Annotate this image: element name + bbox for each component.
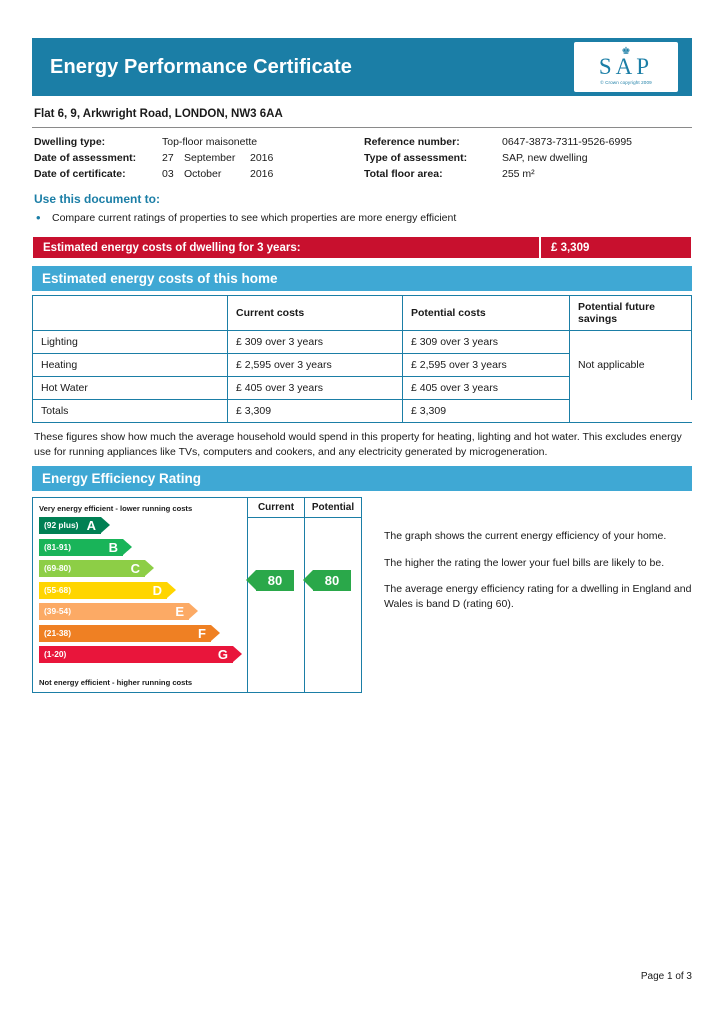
savings-value: Not applicable — [570, 331, 692, 400]
eer-band-b-letter: B — [108, 539, 118, 555]
totals-potential: £ 3,309 — [403, 400, 570, 423]
estimated-cost-value: £ 3,309 — [539, 237, 691, 258]
col-potential-savings: Potential future savings — [570, 296, 692, 331]
use-document-bullet-row — [32, 212, 692, 224]
eer-band-row — [33, 559, 247, 578]
assessment-day: 27 — [162, 152, 174, 164]
totals-current: £ 3,309 — [228, 400, 403, 423]
eer-band-a-letter: A — [86, 518, 96, 533]
header-banner — [32, 38, 692, 96]
eer-caption-top: Very energy efficient - lower running costs — [39, 504, 193, 513]
eer-col-current-body — [248, 518, 305, 693]
eer-col-potential-body — [305, 518, 362, 693]
page-content — [32, 38, 692, 693]
certificate-year: 2016 — [250, 168, 274, 180]
assessment-month: September — [184, 152, 236, 164]
address-divider — [32, 127, 692, 128]
page-footer: Page 1 of 3 — [640, 971, 692, 982]
date-of-assessment-value — [162, 152, 362, 164]
eer-description — [362, 497, 692, 693]
eer-col-bodies — [248, 518, 362, 693]
sap-logo-copyright: © Crown copyright 2009 — [600, 80, 652, 85]
page-title: Energy Performance Certificate — [50, 55, 353, 78]
estimated-cost-bar — [32, 236, 692, 259]
eer-band-row — [33, 581, 247, 600]
total-floor-area-label: Total floor area: — [364, 168, 443, 180]
use-document-heading: Use this document to: — [34, 192, 161, 206]
eer-chart — [32, 497, 362, 693]
row-heating-current: £ 2,595 over 3 years — [228, 354, 403, 377]
costs-section-heading: Estimated energy costs of this home — [32, 266, 692, 291]
certificate-day: 03 — [162, 168, 174, 180]
row-hotwater-current: £ 405 over 3 years — [228, 377, 403, 400]
details-grid — [32, 136, 692, 180]
type-of-assessment-label: Type of assessment: — [364, 152, 468, 164]
eer-band-d — [39, 582, 167, 599]
date-of-certificate-label: Date of certificate: — [34, 168, 126, 180]
row-heating-label: Heating — [33, 354, 228, 377]
eer-band-e-letter: E — [175, 604, 184, 619]
eer-text-2: The higher the rating the lower your fuel bills are likely to be. — [384, 556, 665, 569]
certificate-month: October — [184, 168, 222, 180]
eer-band-c-letter: C — [130, 561, 140, 576]
dwelling-type-value: Top-floor maisonette — [162, 136, 258, 148]
eer-band-b — [39, 539, 123, 556]
date-of-assessment-label: Date of assessment: — [34, 152, 137, 164]
property-address: Flat 6, 9, Arkwright Road, LONDON, NW3 6AA — [34, 108, 283, 120]
row-hotwater-label: Hot Water — [33, 377, 228, 400]
row-hotwater-potential: £ 405 over 3 years — [403, 377, 570, 400]
eer-text-1: The graph shows the current energy efficiency of your home. — [384, 530, 667, 542]
current-rating-marker: 80 — [256, 570, 294, 591]
col-current-costs: Current costs — [228, 296, 403, 331]
eer-band-d-range: (55-68) — [44, 584, 71, 595]
eer-band-f-range: (21-38) — [44, 627, 71, 638]
eer-band-g-letter: G — [217, 647, 228, 662]
row-lighting-label: Lighting — [33, 331, 228, 354]
dwelling-type-label: Dwelling type: — [34, 136, 106, 148]
eer-band-d-letter: D — [152, 582, 162, 598]
row-heating-potential: £ 2,595 over 3 years — [403, 354, 570, 377]
crown-icon: ♚ — [621, 46, 631, 57]
row-lighting-current: £ 309 over 3 years — [228, 331, 403, 354]
eer-chart-wrap — [32, 497, 692, 693]
eer-band-row — [33, 624, 247, 643]
potential-rating-marker: 80 — [313, 570, 351, 591]
eer-band-e-range: (39-54) — [44, 606, 71, 616]
eer-band-row — [33, 516, 247, 535]
eer-band-g-range: (1-20) — [44, 649, 67, 659]
eer-section-heading: Energy Efficiency Rating — [32, 466, 692, 491]
bullet-icon: • — [36, 210, 41, 225]
eer-bands-box — [32, 497, 248, 693]
eer-col-headers — [248, 497, 362, 518]
eer-col-potential-header: Potential — [305, 497, 362, 518]
costs-table — [32, 295, 692, 423]
estimated-cost-label: Estimated energy costs of dwelling for 3 years: — [33, 237, 539, 258]
eer-band-b-range: (81-91) — [44, 541, 71, 552]
table-row — [33, 331, 692, 354]
eer-col-current-header: Current — [248, 497, 305, 518]
eer-band-a-range: (92 plus) — [44, 520, 79, 530]
use-document-bullet-text: Compare current ratings of properties to see which properties are more energy efficient — [52, 212, 457, 224]
eer-band-row — [33, 538, 247, 557]
eer-band-c-range: (69-80) — [44, 563, 71, 573]
assessment-year: 2016 — [250, 152, 274, 164]
eer-band-row — [33, 602, 247, 621]
eer-band-row — [33, 645, 247, 664]
eer-band-f — [39, 625, 211, 642]
eer-band-e — [39, 603, 189, 620]
table-header-row — [33, 296, 692, 331]
eer-band-a — [39, 517, 101, 534]
totals-label: Totals — [33, 400, 228, 423]
sap-logo — [574, 42, 678, 92]
type-of-assessment-value: SAP, new dwelling — [502, 152, 588, 164]
col-blank — [33, 296, 228, 331]
totals-savings-blank — [570, 400, 692, 423]
eer-band-g — [39, 646, 233, 663]
sap-logo-letters: SAP — [598, 54, 654, 79]
reference-number-value: 0647-3873-7311-9526-6995 — [502, 136, 632, 148]
total-floor-area-value: 255 m² — [502, 168, 535, 180]
eer-rating-columns — [248, 497, 362, 693]
reference-number-label: Reference number: — [364, 136, 460, 148]
costs-note: These figures show how much the average household would spend in this property for heating, lighting and hot water. This excludes energy use for running appliances like TVs, computers and cookers, and any electricity generated by microgeneration. — [34, 431, 682, 458]
col-potential-costs: Potential costs — [403, 296, 570, 331]
date-of-certificate-value — [162, 168, 362, 180]
eer-caption-bottom: Not energy efficient - higher running costs — [39, 678, 193, 687]
eer-text-3: The average energy efficiency rating for a dwelling in England and Wales is band D (rating 60). — [384, 583, 692, 610]
row-lighting-potential: £ 309 over 3 years — [403, 331, 570, 354]
eer-band-c — [39, 560, 145, 577]
eer-band-f-letter: F — [198, 625, 206, 641]
table-totals-row — [33, 400, 692, 423]
